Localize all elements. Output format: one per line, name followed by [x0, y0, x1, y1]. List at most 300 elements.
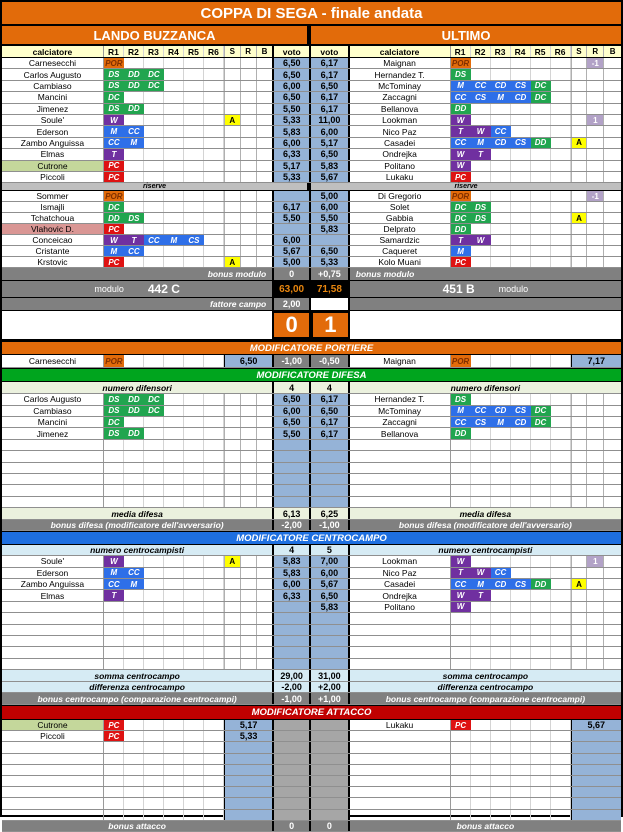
role-chip[interactable]: M [164, 235, 184, 245]
vote-cell[interactable] [272, 497, 311, 507]
player-name-cell[interactable] [350, 798, 451, 808]
b-cell[interactable] [604, 636, 621, 646]
r-badge-cell[interactable] [241, 440, 257, 450]
s-badge-cell[interactable] [224, 568, 241, 578]
role-chip[interactable]: CC [491, 126, 511, 136]
total-score-left[interactable]: 63,00 [272, 281, 311, 297]
player-name-cell[interactable]: Ondrejka [350, 149, 451, 159]
vote-cell[interactable] [272, 440, 311, 450]
vote-cell[interactable]: 6,00 [272, 235, 311, 245]
player-name-cell[interactable]: Gabbia [350, 213, 451, 223]
player-name-cell[interactable] [350, 742, 451, 752]
role-chip[interactable]: CC [144, 235, 164, 245]
b-cell[interactable] [257, 497, 273, 507]
role-chip[interactable]: DS [471, 213, 491, 223]
player-name-cell[interactable] [350, 636, 451, 646]
player-name-cell[interactable]: Maignan [350, 58, 451, 68]
modifier-cell[interactable] [311, 765, 350, 775]
r-badge-cell[interactable] [587, 497, 604, 507]
role-chip[interactable]: DD [451, 224, 471, 234]
section-value[interactable]: -2,00 [272, 520, 311, 530]
player-name-cell[interactable] [350, 451, 451, 461]
player-name-cell[interactable]: Lookman [350, 115, 451, 125]
b-cell[interactable] [257, 568, 273, 578]
vote-cell[interactable] [571, 798, 621, 808]
role-chip[interactable]: PC [451, 720, 471, 730]
b-cell[interactable] [257, 58, 273, 68]
player-name-cell[interactable] [350, 474, 451, 484]
player-name-cell[interactable]: Cutrone [2, 161, 104, 171]
vote-cell[interactable] [571, 754, 621, 764]
section-value[interactable]: +2,00 [311, 682, 350, 692]
s-badge-cell[interactable] [224, 202, 241, 212]
player-name-cell[interactable]: Mancini [2, 92, 104, 102]
vote-cell[interactable]: 5,33 [272, 172, 311, 182]
r-badge-cell[interactable] [587, 92, 604, 102]
r-badge-cell[interactable] [241, 659, 257, 669]
player-name-cell[interactable] [350, 625, 451, 635]
s-badge-cell[interactable] [571, 625, 588, 635]
s-badge-cell[interactable] [224, 58, 241, 68]
vote-cell[interactable]: 6,00 [311, 202, 350, 212]
b-cell[interactable] [604, 556, 621, 566]
r-badge-cell[interactable] [241, 394, 257, 404]
vote-cell[interactable]: 5,67 [272, 246, 311, 256]
player-name-cell[interactable]: Lukaku [350, 172, 451, 182]
role-chip[interactable]: W [104, 556, 124, 566]
player-name-cell[interactable]: Cambiaso [2, 81, 104, 91]
b-cell[interactable] [604, 659, 621, 669]
s-badge-cell[interactable] [224, 625, 241, 635]
section-value[interactable]: 4 [311, 382, 350, 393]
s-badge-cell[interactable] [571, 104, 588, 114]
role-chip[interactable]: M [451, 246, 471, 256]
vote-cell[interactable] [311, 440, 350, 450]
role-chip[interactable]: DC [531, 417, 551, 427]
vote-cell[interactable] [311, 636, 350, 646]
role-chip[interactable]: DS [104, 428, 124, 438]
s-badge-cell[interactable] [224, 659, 241, 669]
role-chip[interactable]: DD [531, 579, 551, 589]
role-chip[interactable]: W [471, 235, 491, 245]
s-badge-cell[interactable] [224, 394, 241, 404]
vote-cell[interactable]: 5,17 [272, 161, 311, 171]
role-chip[interactable]: W [451, 556, 471, 566]
vote-cell[interactable]: 5,83 [272, 126, 311, 136]
s-badge-cell[interactable] [571, 636, 588, 646]
b-cell[interactable] [604, 463, 621, 473]
vote-cell[interactable]: 5,17 [224, 720, 272, 730]
r-badge-cell[interactable]: 1 [587, 115, 604, 125]
vote-cell[interactable]: 7,00 [311, 556, 350, 566]
player-name-cell[interactable] [350, 463, 451, 473]
vote-cell[interactable]: 5,83 [272, 556, 311, 566]
role-chip[interactable]: PC [104, 224, 124, 234]
role-chip[interactable]: CD [511, 417, 531, 427]
section-value[interactable]: -1,00 [272, 693, 311, 704]
role-chip[interactable]: DD [124, 428, 144, 438]
b-cell[interactable] [257, 440, 273, 450]
vote-cell[interactable] [571, 776, 621, 786]
b-cell[interactable] [257, 213, 273, 223]
r-badge-cell[interactable] [587, 246, 604, 256]
b-cell[interactable] [604, 440, 621, 450]
modifier-cell[interactable] [272, 798, 311, 808]
player-name-cell[interactable]: Ederson [2, 568, 104, 578]
vote-cell[interactable]: 5,00 [311, 191, 350, 201]
r-badge-cell[interactable] [587, 579, 604, 589]
vote-cell[interactable] [224, 742, 272, 752]
r-badge-cell[interactable] [587, 213, 604, 223]
s-badge-cell[interactable] [224, 406, 241, 416]
r-badge-cell[interactable] [241, 463, 257, 473]
role-chip[interactable]: W [451, 161, 471, 171]
role-chip[interactable]: M [124, 138, 144, 148]
role-chip[interactable]: CD [491, 81, 511, 91]
b-cell[interactable] [257, 235, 273, 245]
r-badge-cell[interactable] [241, 474, 257, 484]
s-badge-cell[interactable] [571, 659, 588, 669]
vote-cell[interactable] [224, 787, 272, 797]
vote-cell[interactable] [311, 497, 350, 507]
s-badge-cell[interactable]: A [224, 115, 241, 125]
role-chip[interactable]: DD [124, 394, 144, 404]
s-badge-cell[interactable] [571, 161, 588, 171]
vote-cell[interactable] [272, 474, 311, 484]
s-badge-cell[interactable] [571, 485, 588, 495]
r-badge-cell[interactable] [241, 257, 257, 267]
s-badge-cell[interactable] [224, 69, 241, 79]
vote-cell[interactable]: 5,00 [272, 257, 311, 267]
vote-cell[interactable] [224, 765, 272, 775]
player-name-cell[interactable] [350, 765, 451, 775]
r-badge-cell[interactable] [587, 417, 604, 427]
s-badge-cell[interactable] [224, 81, 241, 91]
b-cell[interactable] [257, 636, 273, 646]
s-badge-cell[interactable] [224, 613, 241, 623]
b-cell[interactable] [604, 69, 621, 79]
r-badge-cell[interactable] [241, 568, 257, 578]
role-chip[interactable]: CD [491, 138, 511, 148]
player-name-cell[interactable] [2, 463, 104, 473]
s-badge-cell[interactable] [224, 213, 241, 223]
r-badge-cell[interactable] [587, 138, 604, 148]
b-cell[interactable] [604, 485, 621, 495]
section-value[interactable]: 29,00 [272, 670, 311, 681]
modifier-cell[interactable] [311, 742, 350, 752]
player-name-cell[interactable] [2, 810, 104, 820]
b-cell[interactable] [604, 602, 621, 612]
role-chip[interactable]: T [104, 590, 124, 600]
bonus-modulo-value-left[interactable]: 0 [272, 268, 311, 280]
b-cell[interactable] [604, 579, 621, 589]
role-chip[interactable]: DC [451, 202, 471, 212]
r-badge-cell[interactable] [587, 647, 604, 657]
vote-cell[interactable]: 5,83 [272, 568, 311, 578]
vote-cell[interactable]: 6,50 [272, 58, 311, 68]
player-name-cell[interactable]: Kolo Muani [350, 257, 451, 267]
vote-cell[interactable] [224, 798, 272, 808]
b-cell[interactable] [604, 568, 621, 578]
b-cell[interactable] [604, 81, 621, 91]
r-badge-cell[interactable] [587, 161, 604, 171]
role-chip[interactable]: T [471, 149, 491, 159]
r-badge-cell[interactable] [241, 126, 257, 136]
s-badge-cell[interactable] [571, 417, 588, 427]
section-value[interactable]: 5 [311, 545, 350, 555]
b-cell[interactable] [257, 463, 273, 473]
b-cell[interactable] [604, 590, 621, 600]
player-name-cell[interactable]: Carnesecchi [2, 58, 104, 68]
section-value[interactable]: 4 [272, 545, 311, 555]
modifier-cell[interactable] [272, 765, 311, 775]
player-name-cell[interactable]: Lukaku [350, 720, 451, 730]
vote-cell[interactable]: 6,50 [311, 149, 350, 159]
b-cell[interactable] [604, 613, 621, 623]
r-badge-cell[interactable] [241, 485, 257, 495]
b-cell[interactable] [257, 406, 273, 416]
r-badge-cell[interactable] [241, 115, 257, 125]
bonus-modulo-value-right[interactable]: +0,75 [311, 268, 350, 280]
player-name-cell[interactable]: Cutrone [2, 720, 104, 730]
role-chip[interactable]: T [471, 590, 491, 600]
player-name-cell[interactable] [2, 474, 104, 484]
vote-cell[interactable] [272, 647, 311, 657]
role-chip[interactable]: M [471, 138, 491, 148]
r-badge-cell[interactable] [241, 613, 257, 623]
r-badge-cell[interactable] [241, 497, 257, 507]
s-badge-cell[interactable]: A [571, 138, 588, 148]
vote-cell[interactable] [311, 235, 350, 245]
s-badge-cell[interactable] [571, 613, 588, 623]
vote-cell[interactable] [224, 754, 272, 764]
role-chip[interactable]: T [124, 235, 144, 245]
r-badge-cell[interactable] [241, 138, 257, 148]
vote-cell[interactable]: 5,33 [272, 115, 311, 125]
section-value[interactable]: 6,25 [311, 508, 350, 519]
r-badge-cell[interactable] [241, 417, 257, 427]
b-cell[interactable] [257, 556, 273, 566]
section-value[interactable]: 4 [272, 382, 311, 393]
modifier-cell[interactable] [272, 754, 311, 764]
b-cell[interactable] [604, 138, 621, 148]
vote-cell[interactable] [311, 625, 350, 635]
role-chip[interactable]: CC [451, 417, 471, 427]
b-cell[interactable] [257, 126, 273, 136]
vote-cell[interactable]: 6,50 [311, 81, 350, 91]
b-cell[interactable] [604, 104, 621, 114]
player-name-cell[interactable] [350, 485, 451, 495]
s-badge-cell[interactable] [571, 172, 588, 182]
r-badge-cell[interactable] [241, 92, 257, 102]
role-chip[interactable]: DS [104, 81, 124, 91]
s-badge-cell[interactable] [224, 451, 241, 461]
r-badge-cell[interactable] [587, 625, 604, 635]
role-chip[interactable]: CS [511, 579, 531, 589]
player-name-cell[interactable]: Maignan [350, 355, 451, 367]
s-badge-cell[interactable] [571, 451, 588, 461]
role-chip[interactable]: CC [451, 579, 471, 589]
role-chip[interactable]: POR [105, 356, 123, 366]
role-chip[interactable]: DC [104, 92, 124, 102]
s-badge-cell[interactable] [224, 126, 241, 136]
vote-cell[interactable]: 6,00 [311, 126, 350, 136]
b-cell[interactable] [257, 149, 273, 159]
s-badge-cell[interactable] [224, 579, 241, 589]
r-badge-cell[interactable] [587, 257, 604, 267]
player-name-cell[interactable] [350, 613, 451, 623]
r-badge-cell[interactable] [241, 149, 257, 159]
player-name-cell[interactable] [2, 765, 104, 775]
vote-cell[interactable] [272, 451, 311, 461]
b-cell[interactable] [604, 172, 621, 182]
role-chip[interactable]: DC [104, 202, 124, 212]
player-name-cell[interactable]: Cambiaso [2, 406, 104, 416]
r-badge-cell[interactable] [587, 69, 604, 79]
player-name-cell[interactable] [350, 440, 451, 450]
vote-cell[interactable] [311, 659, 350, 669]
s-badge-cell[interactable] [224, 602, 241, 612]
s-badge-cell[interactable]: A [571, 213, 588, 223]
vote-cell[interactable] [272, 625, 311, 635]
player-name-cell[interactable]: Casadei [350, 138, 451, 148]
s-badge-cell[interactable] [571, 81, 588, 91]
r-badge-cell[interactable] [587, 172, 604, 182]
player-name-cell[interactable]: Nico Paz [350, 126, 451, 136]
player-name-cell[interactable] [2, 602, 104, 612]
player-name-cell[interactable] [2, 659, 104, 669]
player-name-cell[interactable] [2, 485, 104, 495]
r-badge-cell[interactable] [587, 202, 604, 212]
role-chip[interactable]: DD [531, 138, 551, 148]
player-name-cell[interactable]: Jimenez [2, 104, 104, 114]
vote-cell[interactable] [311, 485, 350, 495]
role-chip[interactable]: CS [471, 417, 491, 427]
role-chip[interactable]: M [124, 579, 144, 589]
player-name-cell[interactable]: Politano [350, 602, 451, 612]
role-chip[interactable]: M [451, 81, 471, 91]
player-name-cell[interactable] [2, 451, 104, 461]
vote-cell[interactable]: 11,00 [311, 115, 350, 125]
vote-cell[interactable] [571, 787, 621, 797]
s-badge-cell[interactable] [571, 568, 588, 578]
vote-cell[interactable]: 6,00 [311, 568, 350, 578]
s-badge-cell[interactable] [571, 235, 588, 245]
section-value[interactable]: -1,00 [311, 520, 350, 530]
vote-cell[interactable] [272, 224, 311, 234]
player-name-cell[interactable]: Soule' [2, 556, 104, 566]
vote-cell[interactable]: 6,17 [311, 69, 350, 79]
vote-cell[interactable] [224, 776, 272, 786]
role-chip[interactable]: W [451, 602, 471, 612]
vote-cell[interactable]: 5,33 [224, 731, 272, 741]
role-chip[interactable]: CS [511, 138, 531, 148]
b-cell[interactable] [604, 126, 621, 136]
role-chip[interactable]: DC [531, 406, 551, 416]
r-badge-cell[interactable] [241, 202, 257, 212]
player-name-cell[interactable]: Sommer [2, 191, 104, 201]
vote-cell[interactable]: 6,50 [224, 355, 272, 367]
player-name-cell[interactable]: Zaccagni [350, 92, 451, 102]
b-cell[interactable] [604, 394, 621, 404]
role-chip[interactable]: DC [531, 92, 551, 102]
vote-cell[interactable] [272, 613, 311, 623]
vote-cell[interactable]: 5,50 [272, 104, 311, 114]
b-cell[interactable] [604, 417, 621, 427]
role-chip[interactable]: CC [104, 579, 124, 589]
role-chip[interactable]: PC [104, 257, 124, 267]
b-cell[interactable] [257, 161, 273, 171]
role-chip[interactable]: DD [451, 104, 471, 114]
role-chip[interactable]: W [104, 115, 124, 125]
vote-cell[interactable]: 6,00 [272, 579, 311, 589]
r-badge-cell[interactable] [241, 579, 257, 589]
b-cell[interactable] [257, 115, 273, 125]
role-chip[interactable]: CC [124, 126, 144, 136]
s-badge-cell[interactable]: A [224, 556, 241, 566]
b-cell[interactable] [257, 394, 273, 404]
modifier-cell[interactable] [311, 787, 350, 797]
player-name-cell[interactable] [2, 647, 104, 657]
b-cell[interactable] [257, 246, 273, 256]
vote-cell[interactable] [311, 474, 350, 484]
vote-cell[interactable]: 6,17 [311, 104, 350, 114]
s-badge-cell[interactable] [571, 602, 588, 612]
b-cell[interactable] [604, 202, 621, 212]
modifier-cell[interactable] [272, 731, 311, 741]
r-badge-cell[interactable] [587, 406, 604, 416]
s-badge-cell[interactable] [571, 406, 588, 416]
b-cell[interactable] [257, 602, 273, 612]
role-chip[interactable]: DS [124, 213, 144, 223]
player-name-cell[interactable] [2, 613, 104, 623]
r-badge-cell[interactable] [587, 463, 604, 473]
s-badge-cell[interactable] [224, 636, 241, 646]
vote-cell[interactable]: 6,00 [272, 406, 311, 416]
player-name-cell[interactable]: Zambo Anguissa [2, 579, 104, 589]
r-badge-cell[interactable] [587, 428, 604, 438]
b-cell[interactable] [257, 590, 273, 600]
vote-cell[interactable]: 6,50 [272, 69, 311, 79]
b-cell[interactable] [257, 202, 273, 212]
player-name-cell[interactable]: Bellanova [350, 428, 451, 438]
player-name-cell[interactable] [2, 440, 104, 450]
section-value[interactable]: 31,00 [311, 670, 350, 681]
r-badge-cell[interactable] [241, 590, 257, 600]
fattore-campo-value[interactable]: 2,00 [272, 298, 311, 310]
role-chip[interactable]: DC [144, 81, 164, 91]
role-chip[interactable]: W [471, 568, 491, 578]
role-chip[interactable]: DC [531, 81, 551, 91]
section-value[interactable]: 0 [272, 821, 311, 831]
player-name-cell[interactable]: Carlos Augusto [2, 394, 104, 404]
role-chip[interactable]: W [451, 149, 471, 159]
b-cell[interactable] [257, 104, 273, 114]
role-chip[interactable]: DS [104, 406, 124, 416]
s-badge-cell[interactable] [571, 647, 588, 657]
role-chip[interactable]: M [471, 579, 491, 589]
player-name-cell[interactable]: Di Gregorio [350, 191, 451, 201]
player-name-cell[interactable]: Piccoli [2, 731, 104, 741]
r-badge-cell[interactable] [587, 235, 604, 245]
player-name-cell[interactable] [350, 776, 451, 786]
s-badge-cell[interactable] [224, 474, 241, 484]
vote-cell[interactable] [571, 742, 621, 752]
vote-cell[interactable] [571, 765, 621, 775]
player-name-cell[interactable]: Solet [350, 202, 451, 212]
role-chip[interactable]: DS [104, 104, 124, 114]
role-chip[interactable]: POR [105, 58, 123, 68]
